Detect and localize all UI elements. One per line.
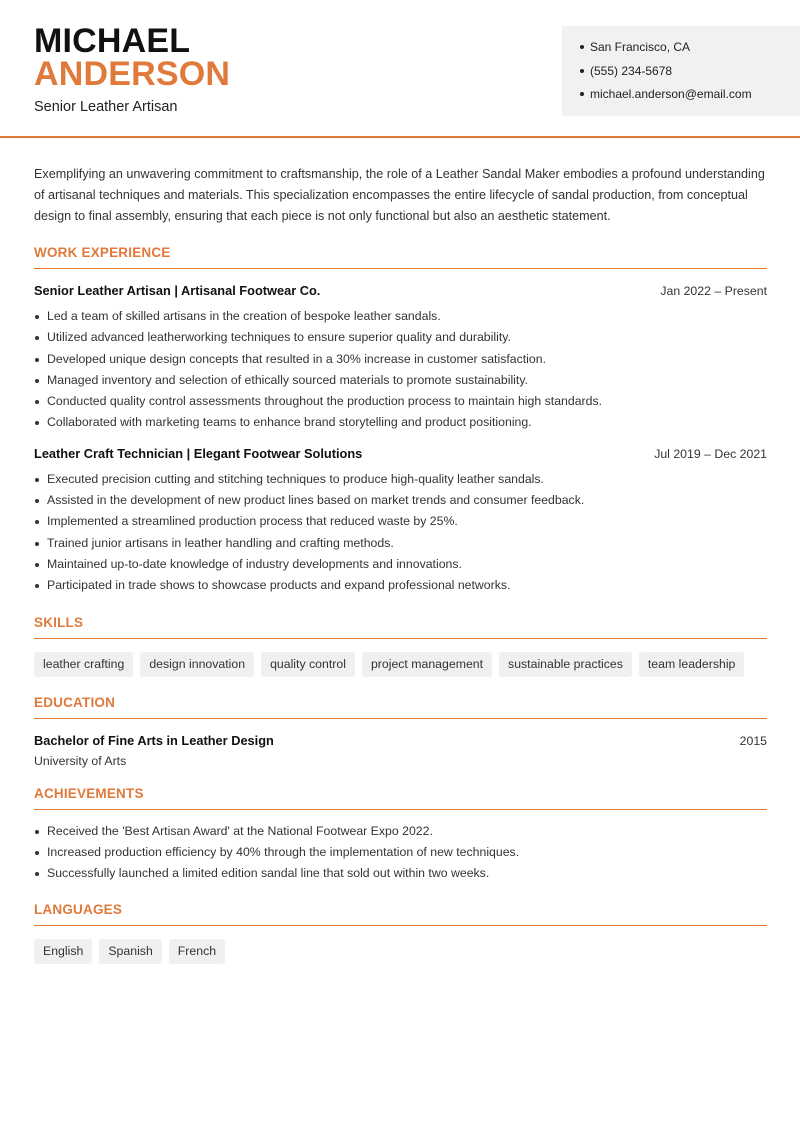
list-item: Trained junior artisans in leather handling and crafting methods. <box>34 533 767 554</box>
job-entry <box>34 446 767 597</box>
job-bullets <box>34 306 767 434</box>
list-item: Collaborated with marketing teams to enhance brand storytelling and product positioning. <box>34 412 767 433</box>
language-chips <box>34 939 767 964</box>
last-name: ANDERSON <box>34 55 231 93</box>
list-item: Increased production efficiency by 40% through the implementation of new techniques. <box>34 842 767 863</box>
list-item: Executed precision cutting and stitching techniques to produce high-quality leather sandals. <box>34 469 767 490</box>
education-year: 2015 <box>739 733 767 748</box>
education-section <box>34 695 767 768</box>
job-role: Senior Leather Artisan | Artisanal Footwear Co. <box>34 283 321 298</box>
resume-header <box>0 0 800 138</box>
contact-phone: (555) 234-5678 <box>580 63 752 87</box>
achievements-list <box>34 821 767 885</box>
skill-chip: quality control <box>261 652 355 677</box>
section-title-skills: SKILLS <box>34 615 767 639</box>
list-item: Managed inventory and selection of ethically sourced materials to promote sustainability. <box>34 370 767 391</box>
job-dates: Jan 2022 – Present <box>660 284 767 298</box>
achievements-section <box>34 786 767 885</box>
contact-list <box>580 39 752 110</box>
skill-chip: sustainable practices <box>499 652 632 677</box>
education-entry <box>34 733 767 768</box>
contact-box <box>562 26 800 116</box>
skill-chip: team leadership <box>639 652 745 677</box>
summary-paragraph: Exemplifying an unwavering commitment to craftsmanship, the role of a Leather Sandal Maker embodies a profound understanding of artisanal techniques and materials. This specialization encompasses the entire lifecycle of sandal production, from conceptual design to final assembly, ensuring that each piece is not only functional but also an aesthetic statement. <box>34 167 765 223</box>
skill-chip: leather crafting <box>34 652 133 677</box>
list-item: Received the 'Best Artisan Award' at the National Footwear Expo 2022. <box>34 821 767 842</box>
list-item: Participated in trade shows to showcase products and expand professional networks. <box>34 575 767 596</box>
job-bullets <box>34 469 767 597</box>
work-experience-section <box>34 245 767 597</box>
resume-content <box>34 160 767 964</box>
job-entry <box>34 283 767 434</box>
list-item: Successfully launched a limited edition sandal line that sold out within two weeks. <box>34 863 767 884</box>
list-item: Developed unique design concepts that resulted in a 30% increase in customer satisfaction. <box>34 349 767 370</box>
language-chip: Spanish <box>99 939 161 964</box>
language-chip: English <box>34 939 92 964</box>
section-title-work: WORK EXPERIENCE <box>34 245 767 269</box>
job-title: Senior Leather Artisan <box>34 99 178 115</box>
list-item: Conducted quality control assessments throughout the production process to maintain high standards. <box>34 391 767 412</box>
skill-chip: design innovation <box>140 652 254 677</box>
skills-chips <box>34 652 767 677</box>
section-title-languages: LANGUAGES <box>34 902 767 926</box>
contact-location: San Francisco, CA <box>580 39 752 63</box>
contact-email: michael.anderson@email.com <box>580 86 752 110</box>
first-name: MICHAEL <box>34 22 191 60</box>
section-title-achievements: ACHIEVEMENTS <box>34 786 767 810</box>
skill-chip: project management <box>362 652 492 677</box>
languages-section <box>34 902 767 964</box>
job-role: Leather Craft Technician | Elegant Footwear Solutions <box>34 445 363 461</box>
list-item: Led a team of skilled artisans in the creation of bespoke leather sandals. <box>34 306 767 327</box>
list-item: Utilized advanced leatherworking techniques to ensure superior quality and durability. <box>34 327 767 348</box>
language-chip: French <box>169 939 225 964</box>
section-title-education: EDUCATION <box>34 695 767 719</box>
skills-section <box>34 615 767 677</box>
list-item: Assisted in the development of new product lines based on market trends and consumer feedback. <box>34 490 767 511</box>
list-item: Implemented a streamlined production process that reduced waste by 25%. <box>34 511 767 532</box>
list-item: Maintained up-to-date knowledge of industry developments and innovations. <box>34 554 767 575</box>
education-degree: Bachelor of Fine Arts in Leather Design <box>34 732 274 748</box>
job-dates: Jul 2019 – Dec 2021 <box>654 446 767 461</box>
education-school: University of Arts <box>34 753 127 768</box>
